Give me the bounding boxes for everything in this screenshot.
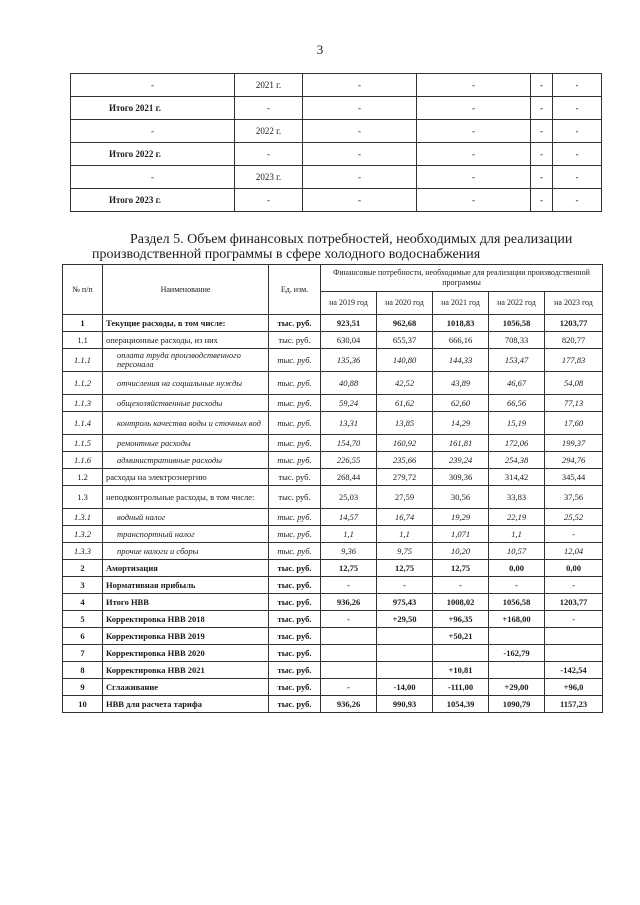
value-2019: 40,88 xyxy=(321,372,377,395)
table-row xyxy=(63,594,603,611)
row-unit: тыс. руб. xyxy=(269,628,321,645)
value-2021: 666,16 xyxy=(433,332,489,349)
row-name: Текущие расходы, в том числе: xyxy=(103,315,269,332)
value-2021: 19,29 xyxy=(433,509,489,526)
table-row xyxy=(63,435,603,452)
value-2022: 708,33 xyxy=(489,332,545,349)
value-2019: 268,44 xyxy=(321,469,377,486)
carryover-cell: - xyxy=(531,120,553,143)
row-unit: тыс. руб. xyxy=(269,662,321,679)
value-2022: 1,1 xyxy=(489,526,545,543)
row-unit: тыс. руб. xyxy=(269,435,321,452)
value-2023: 1203,77 xyxy=(545,315,603,332)
table-row xyxy=(63,628,603,645)
value-2019: - xyxy=(321,577,377,594)
table-row xyxy=(63,577,603,594)
row-number: 1.1.4 xyxy=(63,412,103,435)
value-2019 xyxy=(321,628,377,645)
carryover-cell: - xyxy=(417,74,531,97)
row-name: Сглаживание xyxy=(103,679,269,696)
value-2020: 13,85 xyxy=(377,412,433,435)
carryover-cell: - xyxy=(531,143,553,166)
value-2021: +50,21 xyxy=(433,628,489,645)
carryover-cell: - xyxy=(553,166,602,189)
value-2022: 1056,58 xyxy=(489,594,545,611)
value-2019: 936,26 xyxy=(321,696,377,713)
value-2019: 59,24 xyxy=(321,395,377,412)
carryover-cell: - xyxy=(303,166,417,189)
row-unit: тыс. руб. xyxy=(269,332,321,349)
value-2020: 140,80 xyxy=(377,349,433,372)
row-name: Корректировка НВВ 2018 xyxy=(103,611,269,628)
value-2020: 279,72 xyxy=(377,469,433,486)
value-2020: 42,52 xyxy=(377,372,433,395)
carryover-cell: - xyxy=(531,97,553,120)
row-number: 5 xyxy=(63,611,103,628)
value-2021: -111,00 xyxy=(433,679,489,696)
value-2021: 12,75 xyxy=(433,560,489,577)
value-2020: 235,66 xyxy=(377,452,433,469)
value-2023: 1157,23 xyxy=(545,696,603,713)
value-2023: 77,13 xyxy=(545,395,603,412)
row-name: Амортизация xyxy=(103,560,269,577)
value-2019: - xyxy=(321,679,377,696)
value-2023 xyxy=(545,645,603,662)
carryover-cell: - xyxy=(553,189,602,212)
row-unit: тыс. руб. xyxy=(269,395,321,412)
row-unit: тыс. руб. xyxy=(269,696,321,713)
row-unit: тыс. руб. xyxy=(269,611,321,628)
carryover-cell: Итого 2021 г. xyxy=(71,97,235,120)
row-unit: тыс. руб. xyxy=(269,509,321,526)
value-2019: - xyxy=(321,611,377,628)
value-2019: 154,70 xyxy=(321,435,377,452)
value-2020 xyxy=(377,645,433,662)
value-2022: 172,06 xyxy=(489,435,545,452)
carryover-cell: - xyxy=(417,120,531,143)
row-unit: тыс. руб. xyxy=(269,594,321,611)
header-2019: на 2019 год xyxy=(321,292,377,315)
row-unit: тыс. руб. xyxy=(269,526,321,543)
carryover-cell: - xyxy=(531,166,553,189)
table-row xyxy=(63,412,603,435)
carryover-cell: - xyxy=(303,189,417,212)
row-name: общехозяйственные расходы xyxy=(103,395,269,412)
value-2023: -142,54 xyxy=(545,662,603,679)
value-2023: 54,08 xyxy=(545,372,603,395)
value-2023: 294,76 xyxy=(545,452,603,469)
section-title-line1: Раздел 5. Объем финансовых потребностей, необходимых для реализации xyxy=(130,232,573,247)
section-title-line2: производственной программы в сфере холодного водоснабжения xyxy=(92,247,481,262)
value-2023: - xyxy=(545,577,603,594)
value-2023: 1203,77 xyxy=(545,594,603,611)
row-number: 1.1.6 xyxy=(63,452,103,469)
value-2019: 936,26 xyxy=(321,594,377,611)
value-2020: 9,75 xyxy=(377,543,433,560)
value-2020: 160,92 xyxy=(377,435,433,452)
row-name: расходы на электроэнергию xyxy=(103,469,269,486)
value-2022: 1090,79 xyxy=(489,696,545,713)
table-row xyxy=(63,679,603,696)
value-2022: - xyxy=(489,577,545,594)
carryover-cell: - xyxy=(417,97,531,120)
table-row xyxy=(63,509,603,526)
row-name: оплата труда производственного персонала xyxy=(103,349,269,372)
table-row xyxy=(63,469,603,486)
carryover-cell: - xyxy=(417,166,531,189)
value-2020: 975,43 xyxy=(377,594,433,611)
value-2019: 12,75 xyxy=(321,560,377,577)
value-2022: 254,38 xyxy=(489,452,545,469)
row-unit: тыс. руб. xyxy=(269,645,321,662)
value-2022: +29,00 xyxy=(489,679,545,696)
carryover-row xyxy=(71,74,602,97)
carryover-row xyxy=(71,97,602,120)
row-unit: тыс. руб. xyxy=(269,577,321,594)
value-2020: 27,59 xyxy=(377,486,433,509)
row-unit: тыс. руб. xyxy=(269,349,321,372)
value-2020: 1,1 xyxy=(377,526,433,543)
value-2023: +96,0 xyxy=(545,679,603,696)
table-row xyxy=(63,315,603,332)
row-name: Итого НВВ xyxy=(103,594,269,611)
header-2023: на 2023 год xyxy=(545,292,603,315)
value-2021: 1008,02 xyxy=(433,594,489,611)
row-unit: тыс. руб. xyxy=(269,543,321,560)
value-2023: 345,44 xyxy=(545,469,603,486)
row-number: 1.3.1 xyxy=(63,509,103,526)
value-2023: 37,56 xyxy=(545,486,603,509)
header-group: Финансовые потребности, необходимые для реализации производственной программы xyxy=(321,265,603,292)
value-2020: 990,93 xyxy=(377,696,433,713)
row-number: 1.3.3 xyxy=(63,543,103,560)
value-2021: 30,56 xyxy=(433,486,489,509)
carryover-cell: - xyxy=(303,97,417,120)
carryover-cell: Итого 2023 г. xyxy=(71,189,235,212)
carryover-cell: - xyxy=(71,74,235,97)
value-2023: 820,77 xyxy=(545,332,603,349)
carryover-row xyxy=(71,166,602,189)
value-2023: 177,83 xyxy=(545,349,603,372)
row-number: 1.2 xyxy=(63,469,103,486)
carryover-table xyxy=(70,73,602,212)
carryover-cell: - xyxy=(303,143,417,166)
value-2021: 1054,39 xyxy=(433,696,489,713)
value-2019: 25,03 xyxy=(321,486,377,509)
carryover-cell: - xyxy=(553,120,602,143)
value-2023: 12,04 xyxy=(545,543,603,560)
value-2022: 33,83 xyxy=(489,486,545,509)
row-name: Нормативная прибыль xyxy=(103,577,269,594)
value-2021: +96,35 xyxy=(433,611,489,628)
value-2023: - xyxy=(545,526,603,543)
value-2021: 1,071 xyxy=(433,526,489,543)
table-row xyxy=(63,486,603,509)
row-number: 9 xyxy=(63,679,103,696)
row-name: водный налог xyxy=(103,509,269,526)
table-row xyxy=(63,662,603,679)
header-unit: Ед. изм. xyxy=(269,265,321,315)
carryover-row xyxy=(71,120,602,143)
row-number: 4 xyxy=(63,594,103,611)
table-row xyxy=(63,526,603,543)
table-row xyxy=(63,372,603,395)
value-2020: 655,37 xyxy=(377,332,433,349)
header-2020: на 2020 год xyxy=(377,292,433,315)
table-row xyxy=(63,332,603,349)
carryover-cell: - xyxy=(303,74,417,97)
table-row xyxy=(63,543,603,560)
carryover-cell: - xyxy=(417,189,531,212)
value-2023: - xyxy=(545,611,603,628)
value-2023: 0,00 xyxy=(545,560,603,577)
value-2020: - xyxy=(377,577,433,594)
value-2019 xyxy=(321,645,377,662)
table-row xyxy=(63,395,603,412)
row-number: 8 xyxy=(63,662,103,679)
row-number: 6 xyxy=(63,628,103,645)
value-2023: 17,60 xyxy=(545,412,603,435)
row-name: транспортный налог xyxy=(103,526,269,543)
header-name: Наименование xyxy=(103,265,269,315)
row-unit: тыс. руб. xyxy=(269,560,321,577)
value-2022: 15,19 xyxy=(489,412,545,435)
row-name: ремонтные расходы xyxy=(103,435,269,452)
value-2019: 630,04 xyxy=(321,332,377,349)
carryover-cell: - xyxy=(235,189,303,212)
row-unit: тыс. руб. xyxy=(269,372,321,395)
section-title xyxy=(92,232,602,262)
table-row xyxy=(63,696,603,713)
value-2020: 16,74 xyxy=(377,509,433,526)
value-2019: 226,55 xyxy=(321,452,377,469)
row-number: 10 xyxy=(63,696,103,713)
carryover-cell: - xyxy=(417,143,531,166)
value-2022: 66,56 xyxy=(489,395,545,412)
row-name: Корректировка НВВ 2020 xyxy=(103,645,269,662)
carryover-row xyxy=(71,143,602,166)
value-2021: 239,24 xyxy=(433,452,489,469)
value-2022 xyxy=(489,662,545,679)
value-2023 xyxy=(545,628,603,645)
value-2021: 62,60 xyxy=(433,395,489,412)
carryover-cell: 2021 г. xyxy=(235,74,303,97)
value-2021: 161,81 xyxy=(433,435,489,452)
value-2021: 10,20 xyxy=(433,543,489,560)
value-2019: 135,36 xyxy=(321,349,377,372)
row-name: отчисления на социальные нужды xyxy=(103,372,269,395)
financial-needs-table xyxy=(62,264,603,713)
carryover-cell: - xyxy=(553,74,602,97)
value-2022: 46,67 xyxy=(489,372,545,395)
row-unit: тыс. руб. xyxy=(269,469,321,486)
table-row xyxy=(63,349,603,372)
carryover-cell: - xyxy=(235,143,303,166)
row-number: 2 xyxy=(63,560,103,577)
value-2019: 9,36 xyxy=(321,543,377,560)
row-unit: тыс. руб. xyxy=(269,315,321,332)
carryover-row xyxy=(71,189,602,212)
value-2022: 10,57 xyxy=(489,543,545,560)
row-number: 1.1.2 xyxy=(63,372,103,395)
row-number: 3 xyxy=(63,577,103,594)
header-2022: на 2022 год xyxy=(489,292,545,315)
value-2020 xyxy=(377,628,433,645)
value-2020: 61,62 xyxy=(377,395,433,412)
value-2022 xyxy=(489,628,545,645)
value-2022: -162,79 xyxy=(489,645,545,662)
value-2019: 923,51 xyxy=(321,315,377,332)
value-2022: 153,47 xyxy=(489,349,545,372)
value-2019: 1,1 xyxy=(321,526,377,543)
row-unit: тыс. руб. xyxy=(269,452,321,469)
row-name: прочие налоги и сборы xyxy=(103,543,269,560)
value-2021: 144,33 xyxy=(433,349,489,372)
row-name: контроль качества воды и сточных вод xyxy=(103,412,269,435)
row-unit: тыс. руб. xyxy=(269,486,321,509)
value-2021: 309,36 xyxy=(433,469,489,486)
table-row xyxy=(63,645,603,662)
table-row xyxy=(63,560,603,577)
value-2022: 22,19 xyxy=(489,509,545,526)
row-number: 1.3.2 xyxy=(63,526,103,543)
value-2019 xyxy=(321,662,377,679)
value-2022: 0,00 xyxy=(489,560,545,577)
value-2020: +29,50 xyxy=(377,611,433,628)
row-name: неподконтрольные расходы, в том числе: xyxy=(103,486,269,509)
row-number: 1 xyxy=(63,315,103,332)
value-2020 xyxy=(377,662,433,679)
header-num: № п/п xyxy=(63,265,103,315)
carryover-cell: - xyxy=(531,74,553,97)
row-name: Корректировка НВВ 2021 xyxy=(103,662,269,679)
row-number: 1.1.1 xyxy=(63,349,103,372)
row-name: административные расходы xyxy=(103,452,269,469)
value-2021: +10,81 xyxy=(433,662,489,679)
row-number: 1.3 xyxy=(63,486,103,509)
table-row xyxy=(63,611,603,628)
row-name: операционные расходы, из них xyxy=(103,332,269,349)
value-2023: 25,52 xyxy=(545,509,603,526)
value-2021: 43,89 xyxy=(433,372,489,395)
value-2020: -14,00 xyxy=(377,679,433,696)
value-2021 xyxy=(433,645,489,662)
value-2023: 199,37 xyxy=(545,435,603,452)
value-2021: - xyxy=(433,577,489,594)
row-number: 7 xyxy=(63,645,103,662)
carryover-cell: - xyxy=(531,189,553,212)
row-unit: тыс. руб. xyxy=(269,679,321,696)
carryover-cell: 2023 г. xyxy=(235,166,303,189)
carryover-cell: Итого 2022 г. xyxy=(71,143,235,166)
value-2019: 14,57 xyxy=(321,509,377,526)
value-2021: 14,29 xyxy=(433,412,489,435)
row-number: 1.1 xyxy=(63,332,103,349)
value-2020: 962,68 xyxy=(377,315,433,332)
carryover-cell: - xyxy=(553,97,602,120)
value-2022: 1056,58 xyxy=(489,315,545,332)
row-unit: тыс. руб. xyxy=(269,412,321,435)
table-row xyxy=(63,452,603,469)
carryover-cell: - xyxy=(303,120,417,143)
value-2022: 314,42 xyxy=(489,469,545,486)
carryover-cell: - xyxy=(71,120,235,143)
carryover-cell: 2022 г. xyxy=(235,120,303,143)
value-2022: +168,00 xyxy=(489,611,545,628)
value-2020: 12,75 xyxy=(377,560,433,577)
row-number: 1.1.3 xyxy=(63,395,103,412)
carryover-cell: - xyxy=(235,97,303,120)
row-number: 1.1.5 xyxy=(63,435,103,452)
header-2021: на 2021 год xyxy=(433,292,489,315)
row-name: Корректировка НВВ 2019 xyxy=(103,628,269,645)
carryover-cell: - xyxy=(71,166,235,189)
value-2019: 13,31 xyxy=(321,412,377,435)
value-2021: 1018,83 xyxy=(433,315,489,332)
page-number: 3 xyxy=(316,42,324,57)
row-name: НВВ для расчета тарифа xyxy=(103,696,269,713)
carryover-cell: - xyxy=(553,143,602,166)
